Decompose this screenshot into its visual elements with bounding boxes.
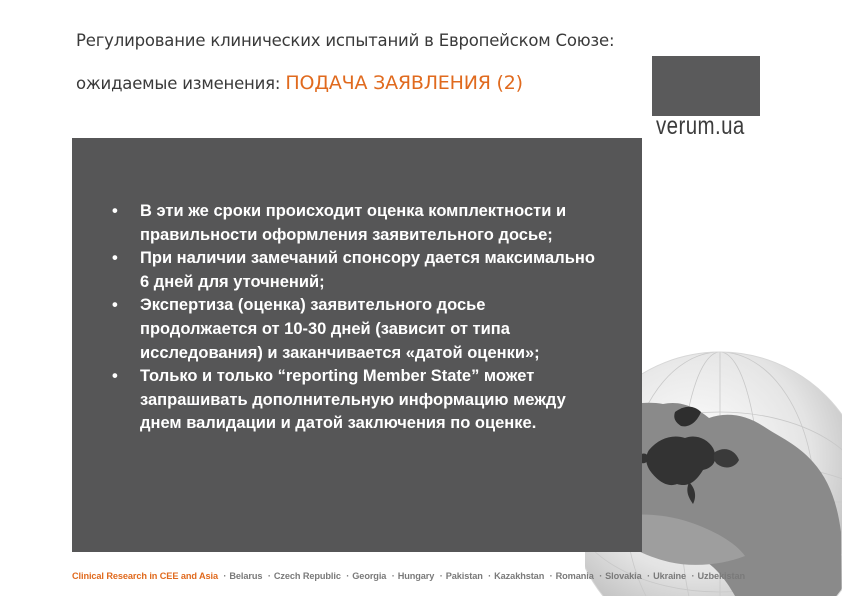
- bullet-marker: •: [112, 249, 118, 268]
- footer-separator: ·: [391, 571, 395, 581]
- footer-separator: ·: [488, 571, 492, 581]
- footer-country: Pakistan: [445, 571, 483, 581]
- footer-country: Belarus: [229, 571, 263, 581]
- slide-title-accent: ПОДАЧА ЗАЯВЛЕНИЯ (2): [285, 72, 523, 94]
- footer-lead: Clinical Research in CEE and Asia: [72, 571, 218, 581]
- list-item: [108, 365, 598, 436]
- bullet-text: При наличии замечаний спонсору дается максимально 6 дней для уточнений;: [140, 249, 595, 291]
- bullet-marker: •: [112, 367, 118, 386]
- bullet-marker: •: [112, 296, 118, 315]
- footer-separator: ·: [439, 571, 443, 581]
- footer-country: Hungary: [397, 571, 435, 581]
- slide-title-line1: Регулирование клинических испытаний в Европейском Союзе:: [76, 31, 615, 50]
- list-item: [108, 294, 598, 365]
- footer-country: Ukraine: [653, 571, 687, 581]
- logo-text: verum.ua: [656, 112, 745, 140]
- bullet-text: В эти же сроки происходит оценка комплектности и правильности оформления заявительного досье;: [140, 202, 567, 244]
- footer-separator: ·: [346, 571, 350, 581]
- list-item: [108, 200, 598, 247]
- verum-logo: [652, 56, 760, 142]
- footer-separator: ·: [599, 571, 603, 581]
- slide-title-line2: [76, 72, 523, 94]
- bullet-text: Экспертиза (оценка) заявительного досье продолжается от 10-30 дней (зависит от типа исследования) и заканчивается «датой оценки»;: [140, 296, 540, 362]
- footer-country: Czech Republic: [273, 571, 341, 581]
- bullet-text: Только и только “reporting Member State” может запрашивать дополнительную информацию между днем валидации и датой заключения по оценке.: [140, 367, 566, 433]
- footer-country: Georgia: [352, 571, 387, 581]
- footer-country: Kazakhstan: [494, 571, 545, 581]
- footer-strip: [72, 571, 745, 581]
- logo-box: [652, 56, 760, 116]
- footer-separator: ·: [549, 571, 553, 581]
- list-item: [108, 247, 598, 294]
- slide-title-prefix: ожидаемые изменения:: [76, 74, 281, 93]
- bullet-list: [108, 200, 598, 436]
- footer-country: Uzbekistan: [697, 571, 746, 581]
- footer-country: Romania: [555, 571, 594, 581]
- footer-country: Slovakia: [605, 571, 642, 581]
- footer-separator: ·: [267, 571, 271, 581]
- footer-separator: ·: [647, 571, 651, 581]
- footer-separator: ·: [223, 571, 227, 581]
- bullet-marker: •: [112, 202, 118, 220]
- footer-separator: ·: [691, 571, 695, 581]
